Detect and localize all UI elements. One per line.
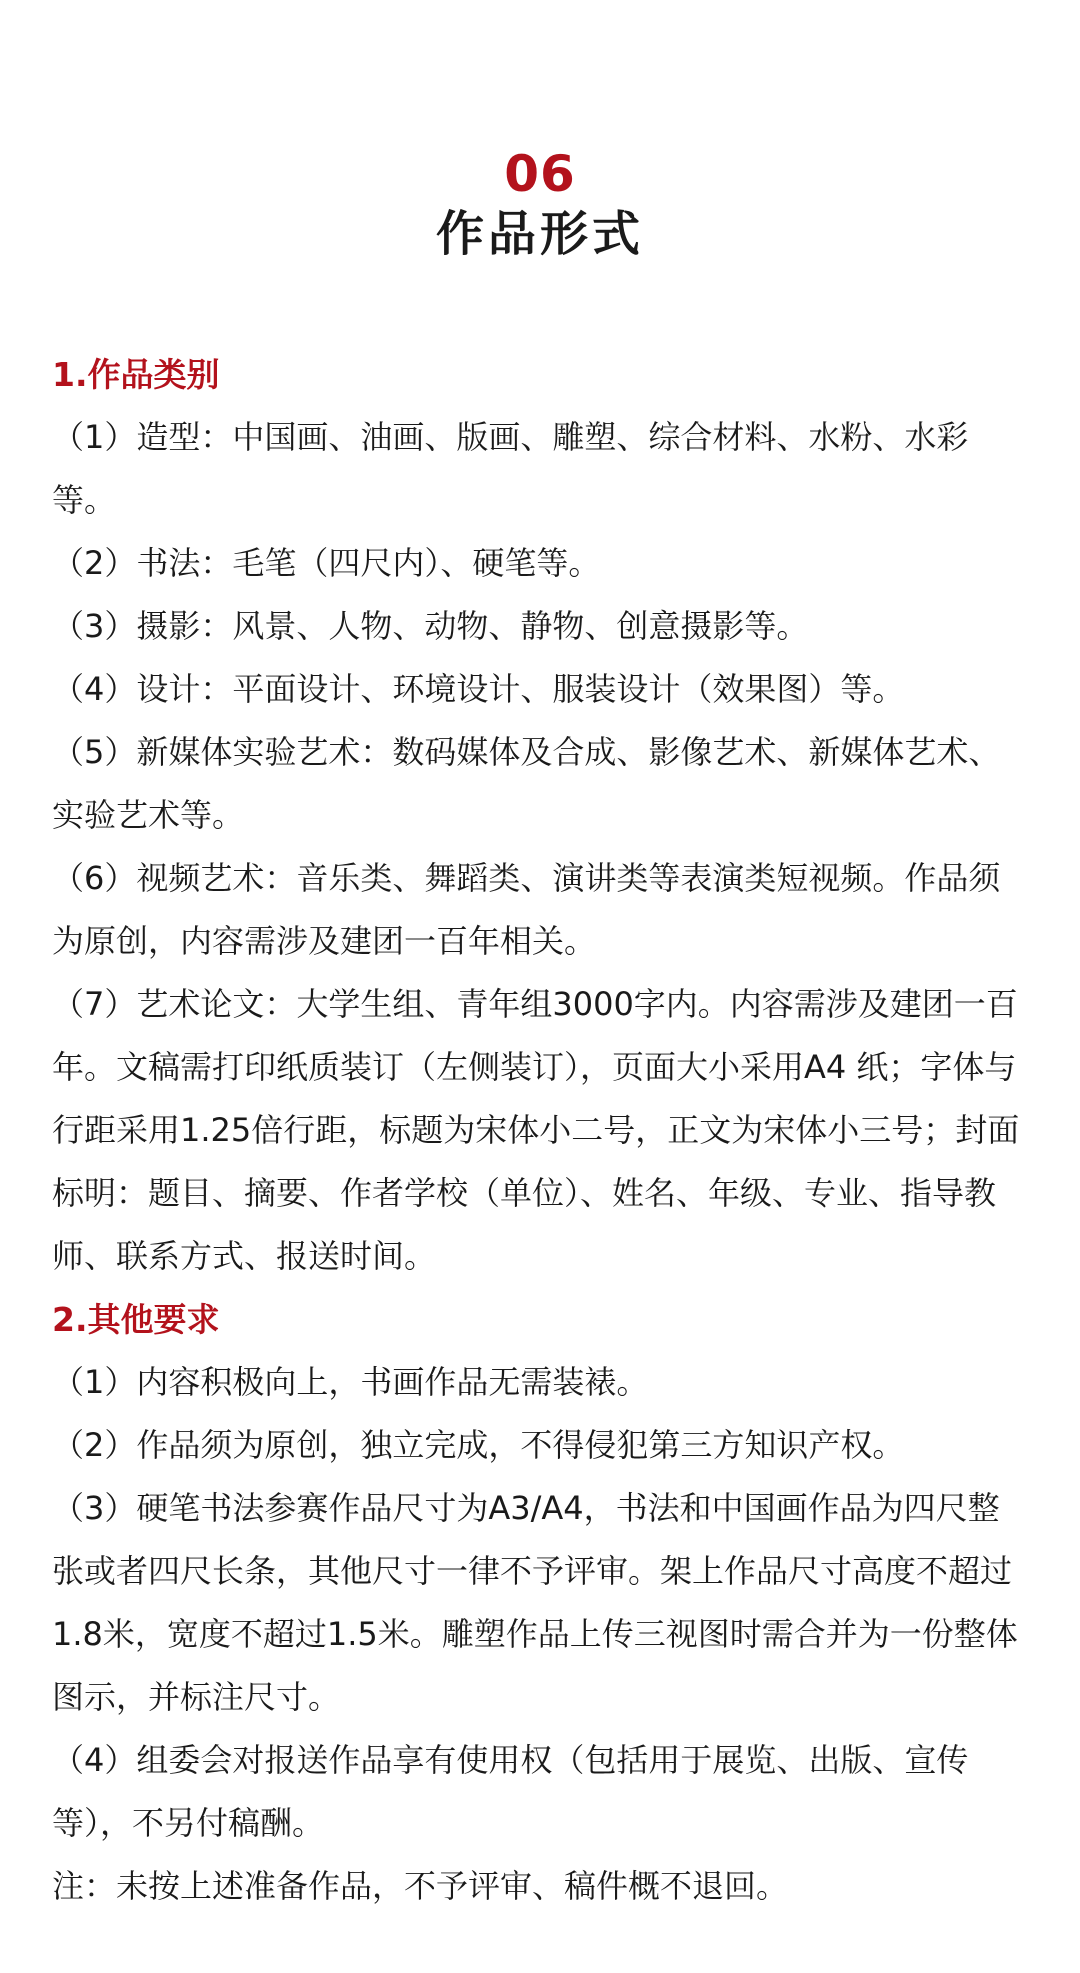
category-item-modeling: （1）造型：中国画、油画、版画、雕塑、综合材料、水粉、水彩等。 [52,418,969,519]
requirement-note: 注：未按上述准备作品，不予评审、稿件概不退回。 [52,1867,789,1905]
section-requirements [52,1288,1028,1918]
category-item-design: （4）设计：平面设计、环境设计、服装设计（效果图）等。 [52,670,905,708]
requirement-item-rights: （4）组委会对报送作品享有使用权（包括用于展览、出版、宣传等），不另付稿酬。 [52,1741,969,1842]
section-title: 作品形式 [435,206,644,262]
section-header [52,0,1028,265]
section-number: 06 [504,145,576,203]
category-item-photography: （3）摄影：风景、人物、动物、静物、创意摄影等。 [52,607,809,645]
category-item-paper: （7）艺术论文：大学生组、青年组3000字内。内容需涉及建团一百年。文稿需打印纸质装订（左侧装订），页面大小采用A4 纸；字体与行距采用1.25倍行距，标题为宋体小二号，正文为宋体小三号；封面标明：题目、摘要、作者学校（单位）、姓名、年级、专业、指导教师、联系方式、报送时间。 [52,985,1020,1275]
document-body [52,343,1028,1918]
heading-categories: 1.作品类别 [52,355,220,394]
requirement-item-original: （2）作品须为原创，独立完成，不得侵犯第三方知识产权。 [52,1426,905,1464]
category-item-calligraphy: （2）书法：毛笔（四尺内）、硬笔等。 [52,544,601,582]
heading-requirements: 2.其他要求 [52,1300,220,1339]
category-item-video: （6）视频艺术：音乐类、舞蹈类、演讲类等表演类短视频。作品须为原创，内容需涉及建团一百年相关。 [52,859,1001,960]
requirement-item-size: （3）硬笔书法参赛作品尺寸为A3/A4，书法和中国画作品为四尺整张或者四尺长条，其他尺寸一律不予评审。架上作品尺寸高度不超过1.8米，宽度不超过1.5米。雕塑作品上传三视图时需合并为一份整体图示，并标注尺寸。 [52,1489,1018,1716]
category-item-new-media: （5）新媒体实验艺术：数码媒体及合成、影像艺术、新媒体艺术、实验艺术等。 [52,733,1001,834]
requirement-item-content: （1）内容积极向上，书画作品无需装裱。 [52,1363,649,1401]
section-categories [52,343,1028,1288]
